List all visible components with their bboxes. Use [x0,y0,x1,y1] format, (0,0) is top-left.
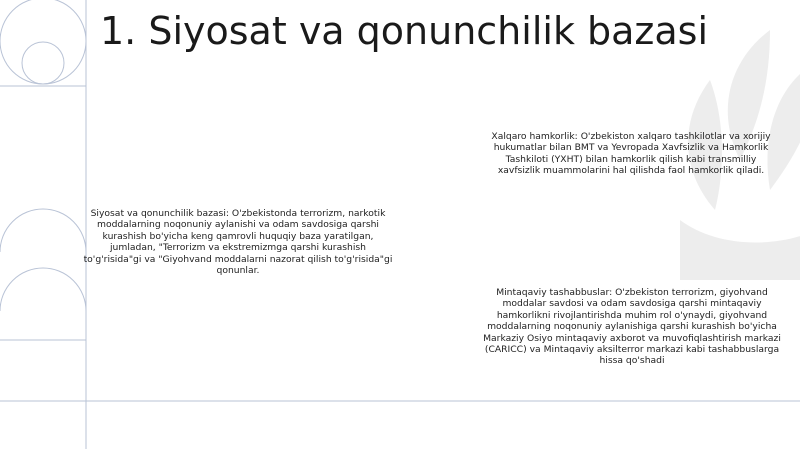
watermark-leaf-2 [767,60,800,190]
watermark-base [680,220,800,280]
deco-circle-small [22,42,64,84]
deco-arc-lower [0,268,86,311]
regional-initiatives-text: Mintaqaviy tashabbuslar: O'zbekiston terrorizm, giyohvand moddalar savdosi va odam savdosiga qarshi mintaqaviy hamkorlikni rivojlantirishda muhim rol o'ynaydi, giyohvand moddalarning noqonuniy aylanishiga qarshi kurashish bo'yicha Markaziy Osiyo mintaqaviy axborot va muvofiqlashtirish markazi (CARICC) va Mintaqaviy aksilterror markazi kabi tashabbuslarga hissa qo'shadi [483,287,781,367]
deco-arc-upper [0,209,86,252]
international-cooperation-text: Xalqaro hamkorlik: O'zbekiston xalqaro tashkilotlar va xorijiy hukumatlar bilan BMT va Yevropada Xavfsizlik va Hamkorlik Tashkiloti (YXHT) bilan hamkorlik qilish kabi transmilliy xavfsizlik muammolarini hal qilishda faol hamkorlik qiladi. [491,131,771,177]
policy-framework-text: Siyosat va qonunchilik bazasi: O'zbekistonda terrorizm, narkotik moddalarning noqonuniy aylanishi va odam savdosiga qarshi kurashish bo'yicha keng qamrovli huquqiy baza yaratilgan, jumladan, "Terrorizm va ekstremizmga qarshi kurashish to'g'risida"gi va "Giyohvand moddalarni nazorat qilish to'g'risida"gi qonunlar. [83,208,393,277]
slide-title: 1. Siyosat va qonunchilik bazasi [100,9,709,53]
